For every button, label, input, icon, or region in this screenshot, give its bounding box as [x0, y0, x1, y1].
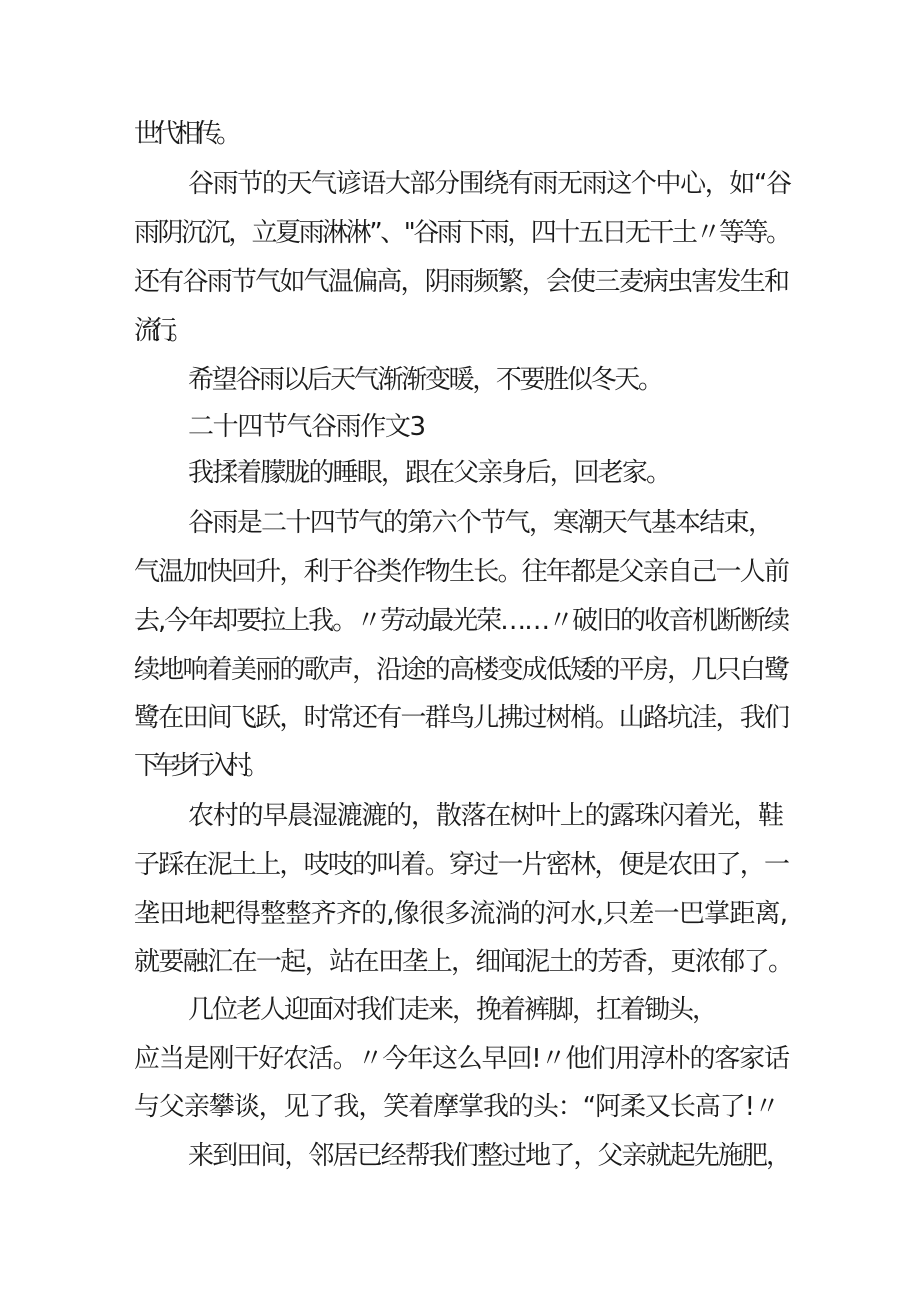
text-line: 来到田间，邻居已经帮我们整过地了，父亲就起先施肥， [188, 1141, 791, 1171]
text-line: 下车步行入村。 [134, 751, 263, 781]
text-line: 谷雨是二十四节气的第六个节气，寒潮天气基本结束， [188, 508, 773, 538]
text-line: 农村的早晨湿漉漉的，散落在树叶上的露珠闪着光，鞋 [188, 801, 783, 831]
text-line: 流行。 [134, 316, 185, 346]
text-line: 谷雨节的天气谚语大部分围绕有雨无雨这个中心，如“谷 [188, 169, 791, 199]
section-heading: 二十四节气谷雨作文3 [188, 412, 425, 442]
text-line: 雨阴沉沉，立夏雨淋淋”、"谷雨下雨，四十五日无干土〃等等。 [134, 218, 790, 248]
text-line: 续地响着美丽的歌声，沿途的高楼变成低矮的平房，几只白鹭 [134, 655, 789, 685]
text-line: 垄田地耙得整整齐齐的,像很多流淌的河水,只差一巴掌距离, [134, 899, 788, 929]
text-line: 几位老人迎面对我们走来，挽着裤脚，扛着锄头， [188, 995, 716, 1025]
text-line: 我揉着朦胧的睡眼，跟在父亲身后，回老家。 [188, 458, 671, 488]
text-line: 与父亲攀谈，见了我，笑着摩掌我的头：“阿柔又长高了!〃 [134, 1092, 779, 1122]
text-line: 鹭在田间飞跃，时常还有一群鸟儿拂过树梢。山路坑洼，我们 [134, 703, 789, 733]
text-line: 去,今年却要拉上我。〃劳动最光荣……〃破旧的收音机断断续 [134, 606, 788, 636]
text-line: 就要融汇在一起，站在田垄上，细闻泥土的芳香，更浓郁了。 [134, 947, 793, 977]
text-line: 世代相传。 [134, 119, 237, 149]
text-line: 子踩在泥土上，吱吱的叫着。穿过一片密林，便是农田了，一 [134, 850, 789, 880]
text-line: 应当是刚干好农活。〃今年这么早回!〃他们用淳朴的客家话 [134, 1044, 789, 1074]
text-line: 希望谷雨以后天气渐渐变暖，不要胜似冬天。 [188, 365, 662, 395]
text-line: 还有谷雨节气如气温偏高，阴雨频繁，会使三麦病虫害发生和 [134, 267, 789, 297]
text-line: 气温加快回升，利于谷类作物生长。往年都是父亲自己一人前 [134, 557, 789, 587]
